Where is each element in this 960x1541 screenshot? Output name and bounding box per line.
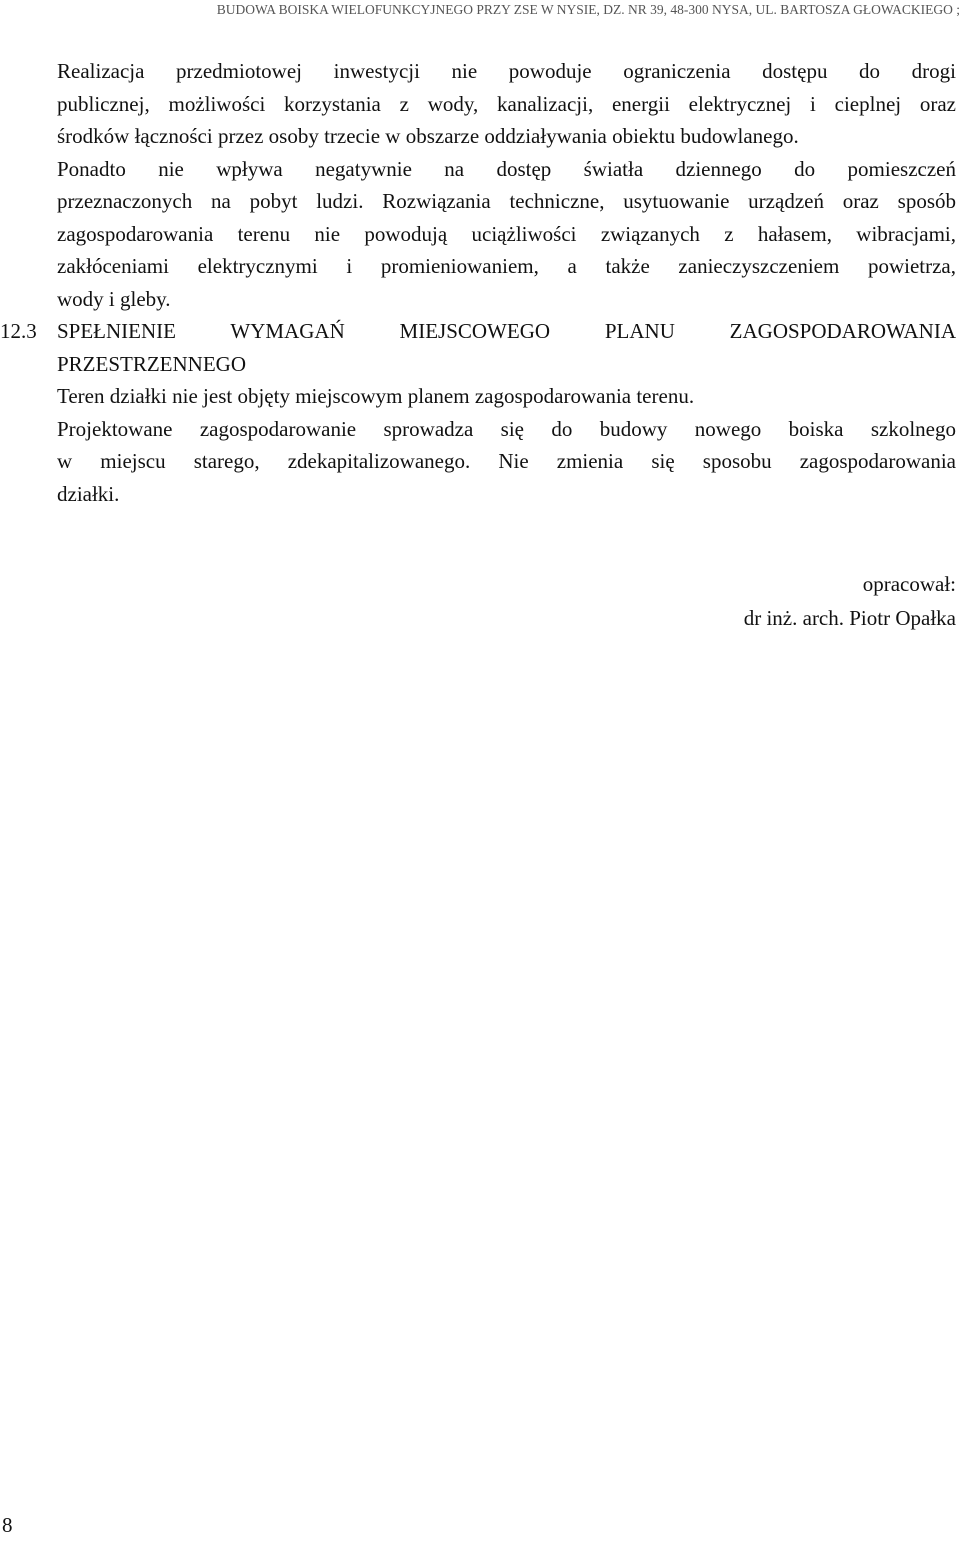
section-title-line: PRZESTRZENNEGO [57, 351, 246, 376]
signature-block [744, 567, 956, 635]
paragraph-line: zakłóceniami elektrycznymi i promieniowaniem, a także zanieczyszczeniem powietrza, [57, 254, 956, 278]
paragraph-line: publicznej, możliwości korzystania z wody, kanalizacji, energii elektrycznej i cieplnej oraz [57, 91, 956, 116]
signature-name: dr inż. arch. Piotr Opałka [743, 606, 956, 630]
section-number: 12.3 [0, 319, 37, 343]
paragraph-line: w miejscu starego, zdekapitalizowanego. Nie zmienia się sposobu zagospodarowania [57, 449, 956, 473]
paragraph-line: Realizacja przedmiotowej inwestycji nie powoduje ograniczenia dostępu do drogi [57, 59, 956, 83]
paragraph-line: przeznaczonych na pobyt ludzi. Rozwiązania techniczne, usytuowanie urządzeń oraz sposób [57, 189, 956, 213]
paragraph-line: działki. [57, 481, 120, 506]
paragraph-line: Teren działki nie jest objęty miejscowym planem zagospodarowania terenu. [57, 384, 695, 408]
section-title-line: SPEŁNIENIE WYMAGAŃ MIEJSCOWEGO PLANU ZAGOSPODAROWANIA [57, 319, 956, 343]
section-heading [0, 315, 956, 380]
paragraph-line: wody i gleby. [57, 286, 171, 311]
document-body [0, 55, 956, 510]
running-header: BUDOWA BOISKA WIELOFUNKCYJNEGO PRZY ZSE W NYSIE, DZ. NR 39, 48-300 NYSA, UL. BARTOSZA GŁOWACKIEGO ; [216, 2, 960, 17]
paragraph-line: Ponadto nie wpływa negatywnie na dostęp światła dziennego do pomieszczeń [57, 156, 956, 181]
paragraph-line: środków łączności przez osoby trzecie w obszarze oddziaływania obiektu budowlanego. [57, 124, 799, 148]
paragraph-line: zagospodarowania terenu nie powodują uciążliwości związanych z hałasem, wibracjami, [57, 221, 956, 246]
paragraph-line: Projektowane zagospodarowanie sprowadza się do budowy nowego boiska szkolnego [57, 416, 956, 441]
signature-label: opracował: [862, 572, 956, 596]
page-number: 8 [2, 1513, 13, 1537]
